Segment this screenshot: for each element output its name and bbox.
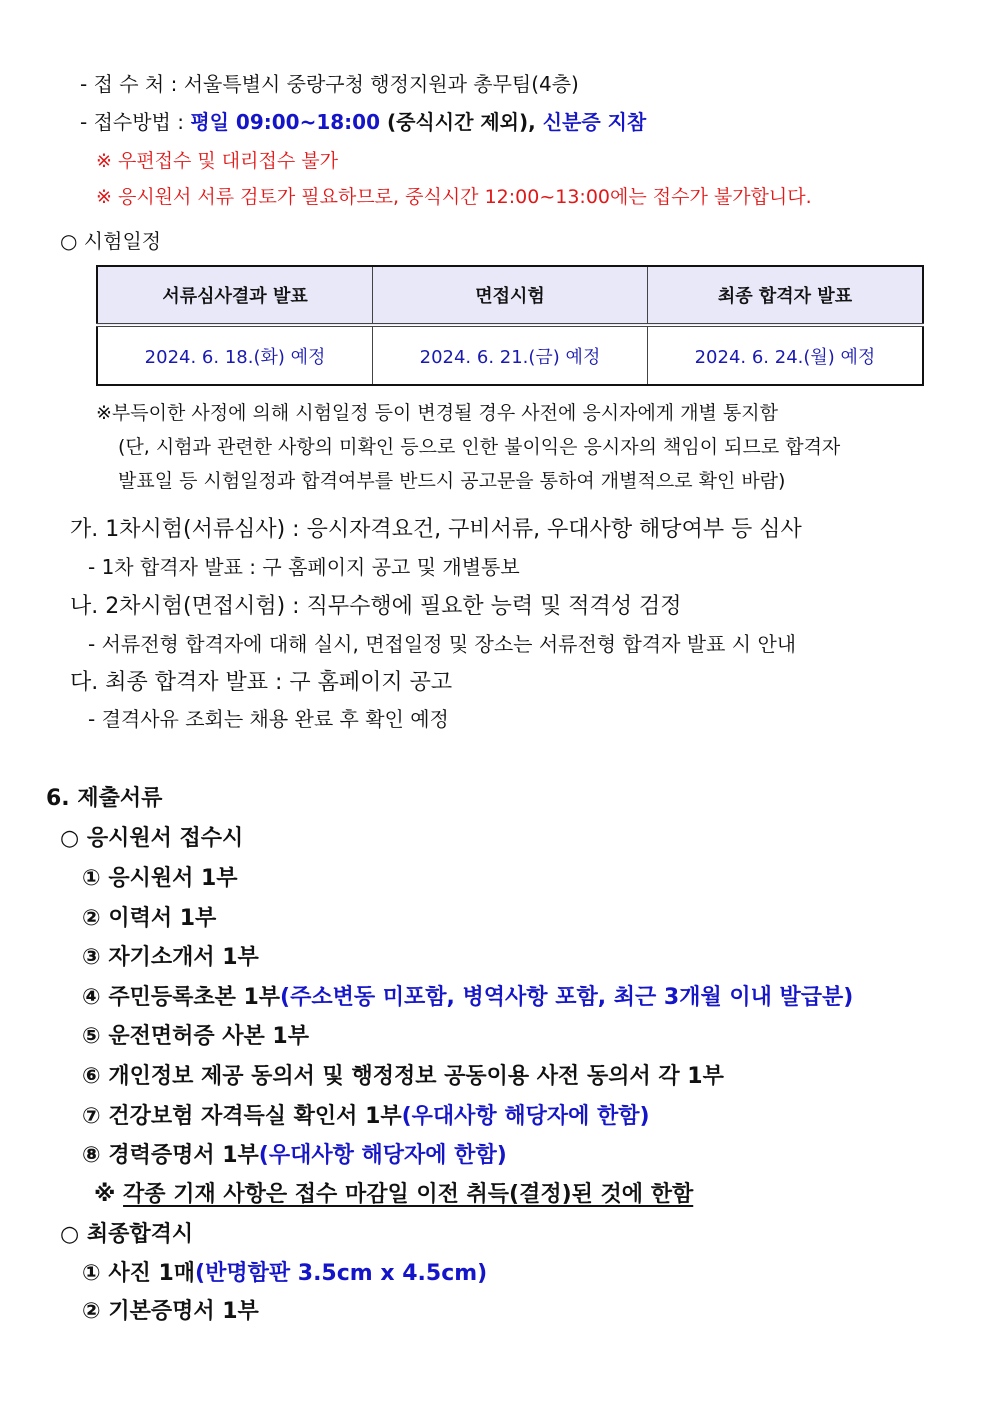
- item-number: ⑥: [82, 1064, 101, 1089]
- application-item-1: [82, 861, 238, 892]
- schedule-note-line-1: ※부득이한 사정에 의해 시험일정 등이 변경될 경우 사전에 응시자에게 개별 통지함: [96, 402, 778, 424]
- item-note: (주소변동 미포함, 병역사항 포함, 최근 3개월 이내 발급분): [280, 985, 854, 1010]
- schedule-note-line-3: 발표일 등 시험일정과 합격여부를 반드시 공고문을 통하여 개별적으로 확인 바람): [118, 470, 786, 492]
- application-item-8: [82, 1138, 507, 1169]
- application-heading: ○ 응시원서 접수시: [60, 826, 244, 851]
- item-note: (우대사항 해당자에 한함): [401, 1104, 650, 1129]
- item-text: 사진 1매: [108, 1261, 196, 1286]
- application-item-5: [82, 1019, 309, 1050]
- reception-place: [80, 68, 579, 97]
- schedule-date-row: [97, 325, 923, 385]
- item-number: ⑤: [82, 1024, 101, 1049]
- reception-method: [80, 106, 646, 135]
- schedule-table: [96, 265, 924, 386]
- item-number: ①: [82, 866, 101, 891]
- stage-3-title: 다. 최종 합격자 발표 : 구 홈페이지 공고: [70, 670, 453, 695]
- schedule-heading: ○ 시험일정: [60, 229, 162, 253]
- item-number: ②: [82, 906, 101, 931]
- final-item-2: [82, 1294, 259, 1325]
- final-heading: ○ 최종합격시: [60, 1222, 194, 1247]
- reception-method-time: 평일 09:00~18:00: [190, 110, 380, 134]
- application-note: [94, 1177, 693, 1208]
- note-mark: ※: [94, 1182, 124, 1207]
- item-number: ④: [82, 985, 101, 1010]
- reception-note-mail: ※ 우편접수 및 대리접수 불가: [96, 150, 338, 172]
- application-item-2: [82, 901, 216, 932]
- item-number: ③: [82, 945, 101, 970]
- schedule-date-interview: 2024. 6. 21.(금) 예정: [373, 325, 648, 385]
- schedule-date-document: 2024. 6. 18.(화) 예정: [144, 346, 326, 368]
- stage-3-detail: - 결격사유 조회는 채용 완료 후 확인 예정: [88, 707, 449, 731]
- section-title-documents: 6. 제출서류: [46, 786, 163, 811]
- item-text: 건강보험 자격득실 확인서 1부: [108, 1104, 402, 1129]
- application-item-6: [82, 1059, 724, 1090]
- reception-method-id: 신분증 지참: [542, 110, 647, 134]
- schedule-header-row: [97, 266, 923, 325]
- final-item-1: [82, 1256, 487, 1287]
- item-number: ①: [82, 1261, 101, 1286]
- reception-place-value: 서울특별시 중랑구청 행정지원과 총무팀(4층): [183, 72, 579, 96]
- item-note: (반명함판 3.5cm x 4.5cm): [195, 1261, 488, 1286]
- item-text: 기본증명서 1부: [108, 1299, 259, 1324]
- schedule-note-line-2: (단, 시험과 관련한 사항의 미확인 등으로 인한 불이익은 응시자의 책임이 되므로 합격자: [118, 436, 841, 458]
- stage-1-title: 가. 1차시험(서류심사) : 응시자격요건, 구비서류, 우대사항 해당여부 등 심사: [70, 517, 802, 542]
- item-text: 개인정보 제공 동의서 및 행정정보 공동이용 사전 동의서 각 1부: [108, 1064, 724, 1089]
- stage-2-title: 나. 2차시험(면접시험) : 직무수행에 필요한 능력 및 적격성 검정: [70, 594, 682, 619]
- item-text: 응시원서 1부: [108, 866, 238, 891]
- reception-note-lunch: ※ 응시원서 서류 검토가 필요하므로, 중식시간 12:00~13:00에는 접수가 불가합니다.: [96, 186, 812, 208]
- item-text: 이력서 1부: [108, 906, 217, 931]
- schedule-date-final: 2024. 6. 24.(월) 예정: [647, 325, 923, 385]
- item-text: 자기소개서 1부: [108, 945, 259, 970]
- schedule-header-document: 서류심사결과 발표: [97, 266, 373, 325]
- item-number: ②: [82, 1299, 101, 1324]
- application-item-4: [82, 980, 853, 1011]
- item-text: 운전면허증 사본 1부: [108, 1024, 309, 1049]
- item-number: ⑧: [82, 1143, 101, 1168]
- schedule-header-interview: 면접시험: [373, 266, 648, 325]
- application-item-3: [82, 940, 259, 971]
- stage-1-detail: - 1차 합격자 발표 : 구 홈페이지 공고 및 개별통보: [88, 555, 520, 579]
- stage-2-detail: - 서류전형 합격자에 대해 실시, 면접일정 및 장소는 서류전형 합격자 발표 시 안내: [88, 632, 797, 656]
- application-item-7: [82, 1099, 650, 1130]
- item-note: (우대사항 해당자에 한함): [258, 1143, 507, 1168]
- item-text: 경력증명서 1부: [108, 1143, 259, 1168]
- item-text: 주민등록초본 1부: [108, 985, 281, 1010]
- reception-method-except: (중식시간 제외),: [380, 110, 543, 134]
- schedule-header-final: 최종 합격자 발표: [647, 266, 923, 325]
- reception-method-label: - 접수방법 :: [80, 110, 191, 134]
- note-text: 각종 기재 사항은 접수 마감일 이전 취득(결정)된 것에 한함: [123, 1182, 694, 1207]
- reception-place-label: - 접 수 처 :: [80, 72, 184, 96]
- item-number: ⑦: [82, 1104, 101, 1129]
